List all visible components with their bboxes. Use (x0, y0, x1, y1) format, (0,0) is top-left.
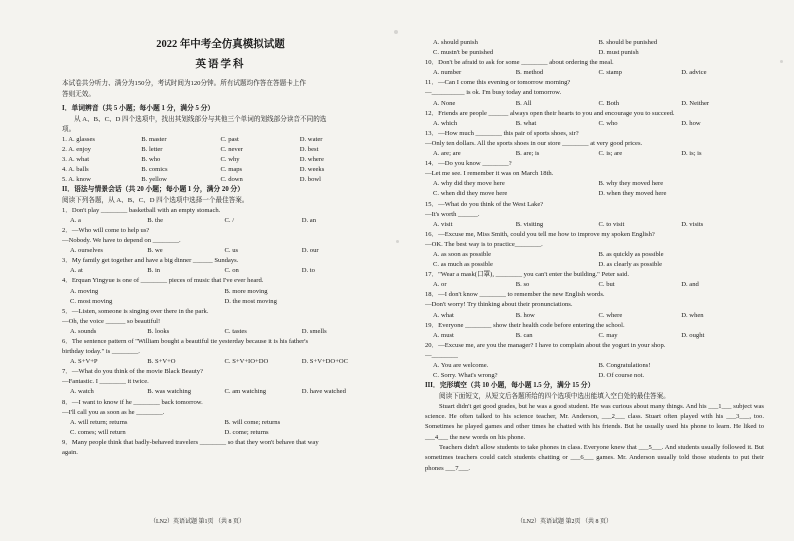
options-row (425, 220, 764, 230)
option: B. why they moved here (598, 180, 664, 188)
option: B. was watching (147, 388, 192, 396)
option: C. S+V+IO+DO (224, 358, 269, 366)
section-2-title: II．语法与情景会话（共 20 小题；每小题 1 分，满分 20 分） (62, 186, 245, 194)
option: D. our (301, 247, 319, 255)
option: C. stamp (598, 69, 622, 77)
option: B. so (515, 281, 530, 289)
option: C. on (224, 267, 239, 275)
question-4: 4．Erquan Yingyue is one of ________ pieces of music that I've ever heard. (62, 277, 264, 285)
question-row (62, 175, 379, 185)
option: C. am watching (224, 388, 267, 396)
option: C. but (598, 281, 615, 289)
option: C. why (220, 155, 240, 163)
options-row (62, 266, 379, 276)
section-1-title: I．单词辨音（共 5 小题；每小题 1 分，满分 5 分） (62, 105, 215, 112)
right-page (397, 0, 794, 541)
option: C. where (598, 311, 623, 319)
question-1: 1．Don't play ________ basketball with an empty stomach. (62, 206, 221, 214)
option: D. when (681, 311, 704, 319)
options-row (62, 418, 379, 428)
option: B. should be punished (598, 39, 658, 46)
option: B. method (515, 69, 544, 77)
section-3-instruction: 阅读下面短文，从短文后各题所给的四个选项中选出能填入空白处的最佳答案。 (439, 392, 670, 400)
options-row (425, 280, 764, 290)
question-20-cont: —________ (425, 351, 458, 359)
option: D. Neither (681, 99, 710, 107)
option: C. Sorry. What's wrong? (433, 372, 498, 380)
option: A. what (433, 311, 454, 319)
options-row (425, 99, 764, 109)
question-8: 8．—I want to know if he ________ back tomorrow. (62, 398, 203, 406)
option: B. more moving (224, 287, 268, 295)
options-row (425, 260, 764, 270)
option: B. as quickly as possible (598, 250, 664, 258)
option: B. comics (141, 165, 168, 173)
option: D. bowl (299, 176, 321, 184)
option: C. Both (598, 99, 620, 107)
option: A. sounds (70, 327, 97, 335)
option: A. visit (433, 220, 453, 228)
option: C. to visit (598, 220, 625, 228)
option: B. Congratulations! (598, 362, 651, 369)
question-row (62, 135, 379, 145)
option: B. the (147, 216, 164, 224)
options-row (425, 311, 764, 321)
option: B. yellow (141, 176, 167, 184)
option: D. to (301, 267, 315, 275)
option: 1. A. glasses (62, 135, 95, 143)
option: A. You are welcome. (433, 362, 489, 369)
options-row (62, 287, 379, 297)
option: C. down (220, 176, 243, 184)
question-2: 2．—Who will come to help us? (62, 226, 150, 234)
option: B. will come; returns (224, 418, 281, 426)
question-9-cont: again. (62, 449, 78, 456)
page-footer: （LN2）英语试题 第2页 （共 8 页） (517, 519, 612, 525)
options-row (62, 216, 379, 226)
option: D. advice (681, 69, 707, 77)
options-row (425, 250, 764, 260)
option: C. who (598, 119, 618, 127)
option: D. best (299, 145, 319, 153)
options-row (425, 48, 764, 58)
question-7-cont: —Fantastic. I ________ it twice. (62, 378, 149, 386)
question-row (62, 155, 379, 165)
question-11-cont: —__________ is ok. I'm busy today and tomorrow. (425, 89, 562, 97)
question-5-cont: —Oh, the voice ______ so beautiful! (62, 317, 161, 325)
option: A. which (433, 119, 458, 127)
option: B. S+V+O (147, 358, 176, 366)
options-row (62, 327, 379, 337)
option: A. should punish (433, 39, 478, 46)
option: B. who (141, 155, 161, 163)
option: 4. A. balls (62, 165, 89, 173)
option: D. when they moved here (598, 190, 667, 198)
question-20: 20．—Excuse me, are you the manager? I have to complain about the yogurt in your shop. (425, 341, 666, 349)
option: B. letter (141, 145, 163, 153)
options-row (62, 246, 379, 256)
options-row (62, 297, 379, 307)
question-3: 3．My family get together and have a big dinner ______ Sundays. (62, 257, 239, 265)
question-13-cont: —Only ten dollars. All the sports shoes in our store ________ at very good prices. (425, 139, 643, 147)
option: A. None (433, 99, 456, 107)
options-row (425, 149, 764, 159)
question-15-cont: —It's worth ______. (425, 210, 480, 218)
question-2-cont: —Nobody. We have to depend on ________. (62, 237, 181, 245)
option: D. as clearly as possible (598, 261, 663, 269)
option: B. can (515, 331, 533, 339)
options-row (425, 119, 764, 129)
option: C. / (224, 216, 235, 224)
option: B. in (147, 267, 161, 275)
exam-note-line2: 答则无效。 (62, 91, 95, 98)
question-10: 10．Don't be afraid to ask for some ________ about ordering the meal. (425, 59, 614, 67)
options-row (425, 331, 764, 341)
options-row (62, 428, 379, 438)
option: D. is; is (681, 150, 702, 158)
question-14-cont: —Let me see. I remember it was on March 18th. (425, 170, 554, 178)
question-19: 19．Everyone ________ show their health code before entering the school. (425, 321, 625, 329)
option: C. is; are (598, 150, 623, 158)
exam-note-line1: 本试卷共分听力、满分为150分，考试时间为120分钟。所有试题均作答在答题卡上作 (62, 80, 306, 87)
option: C. never (220, 145, 243, 153)
question-12: 12．Friends are people ______ always open their hearts to you and encourage you to succeed. (425, 109, 675, 117)
option: A. S+V+P (70, 358, 98, 366)
options-row (425, 189, 764, 199)
option: A. a (70, 216, 81, 224)
option: D. have watched (301, 388, 346, 396)
option: A. moving (70, 287, 99, 295)
option: D. water (299, 135, 323, 143)
option: D. come; returns (224, 428, 269, 436)
question-18-cont: —Don't worry! Try thinking about their pronunciations. (425, 301, 573, 309)
option: C. when did they move here (433, 190, 508, 198)
page-footer: （LN2）英语试题 第1页 （共 8 页） (150, 519, 245, 525)
options-row (62, 387, 379, 397)
option: B. how (515, 311, 535, 319)
option: C. most moving (70, 297, 113, 305)
option: A. why did they move here (433, 180, 505, 188)
option: D. and (681, 281, 699, 289)
option: A. ourselves (70, 247, 103, 255)
option: A. as soon as possible (433, 250, 492, 258)
option: A. or (433, 281, 447, 289)
option: C. us (224, 247, 239, 255)
options-row (425, 68, 764, 78)
option: C. past (220, 135, 239, 143)
question-6: 6．The sentence pattern of "William bought a beautiful tie yesterday because it is his father's (62, 337, 309, 345)
option: D. how (681, 119, 701, 127)
exam-title: 2022 年中考全仿真模拟试题 (156, 39, 285, 50)
question-5: 5．—Listen, someone is singing over there in the park. (62, 307, 209, 315)
option: 2. A. enjoy (62, 145, 91, 153)
section-1-instruction-cont: 项。 (62, 125, 76, 133)
section-3-title: III．完形填空（共 10 小题，每小题 1.5 分，满分 15 分） (425, 382, 595, 390)
option: C. maps (220, 165, 243, 173)
option: C. comes; will return (70, 428, 126, 436)
option: D. visits (681, 220, 704, 228)
options-row (425, 179, 764, 189)
option: C. mustn't be punished (433, 49, 494, 57)
question-8-cont: —I'll call you as soon as he ________. (62, 408, 165, 416)
option: A. at (70, 267, 83, 275)
question-9: 9．Many people think that badly-behaved travelers ________ so that they won't behave that way (62, 438, 319, 446)
question-11: 11．—Can I come this evening or tomorrow morning? (425, 79, 571, 87)
option: A. are; are (433, 150, 461, 158)
question-6-cont: birthday today." is ________. (62, 348, 140, 356)
question-7: 7．—What do you think of the movie Black Beauty? (62, 368, 204, 376)
option: 3. A. what (62, 155, 90, 163)
option: D. smells (301, 327, 327, 335)
option: D. where (299, 155, 324, 163)
option: A. number (433, 69, 462, 77)
option: B. All (515, 99, 532, 107)
option: 5. A. know (62, 176, 91, 184)
section-2-instruction: 阅读下列各题，从 A、B、C、D 四个选项中选择一个最佳答案。 (62, 196, 249, 204)
option: C. may (598, 331, 618, 339)
question-18: 18．—I don't know ________ to remember the new English words. (425, 291, 605, 299)
question-row (62, 165, 379, 175)
options-row (425, 361, 764, 371)
options-row (425, 371, 764, 381)
option: A. watch (70, 388, 94, 396)
option: D. an (301, 216, 317, 224)
section-1-instruction: 从 A、B、C、D 四个选项中，找出其划线部分与其他三个单词的划线部分读音不同的选 (74, 115, 327, 123)
question-16: 16．—Excuse me, Miss Smith, could you tell me how to improve my spoken English? (425, 230, 655, 238)
option: C. as much as possible (433, 261, 493, 269)
question-17: 17．"Wear a mask(口罩), ________ you can't enter the building." Peter said. (425, 271, 629, 279)
option: D. Of course not. (598, 372, 645, 380)
option: A. must (433, 331, 454, 339)
question-16-cont: —OK. The best way is to practice________. (425, 240, 543, 248)
question-14: 14．—Do you know ________? (425, 160, 512, 168)
option: B. master (141, 135, 167, 143)
option: C. tastes (224, 327, 247, 335)
option: D. weeks (299, 165, 325, 173)
option: D. S+V+DO+OC (301, 358, 349, 366)
cloze-paragraph-2: Teachers didn't allow students to take phones in class. Everyone knew that ___5___. And students usually followed it. But sometimes teachers could catch students chatting or ___6___ games. Mr. Anderson usually told those students to put their phones ___7___. (425, 443, 764, 472)
option: B. what (515, 119, 537, 127)
subject-title: 英语学科 (195, 59, 246, 70)
cloze-paragraph-1: Stuart didn't get good grades, but he was a good student. He was curious about many things. And his ___1___ subject was science. He often talked to his science teacher, Mr. Anderson, ___2___ class. Stuart often played with his ___3___, too. Sometimes he played games and other times he chatted with his friends. But he usually used his phone to learn. He liked to ___4___ the new words on his phone. (425, 402, 764, 441)
options-row (62, 357, 379, 367)
option: A. will return; returns (70, 418, 128, 426)
option: B. we (147, 247, 163, 255)
question-15: 15．—What do you think of the West Lake? (425, 200, 544, 208)
option: D. ought (681, 331, 705, 339)
option: B. visiting (515, 220, 544, 228)
question-row (62, 145, 379, 155)
option: D. the most moving (224, 297, 277, 305)
option: B. looks (147, 327, 170, 335)
options-row (425, 38, 764, 48)
option: D. must punish (598, 49, 639, 57)
question-13: 13．—How much ________ this pair of sports shoes, sir? (425, 129, 579, 137)
option: B. are; is (515, 150, 540, 158)
